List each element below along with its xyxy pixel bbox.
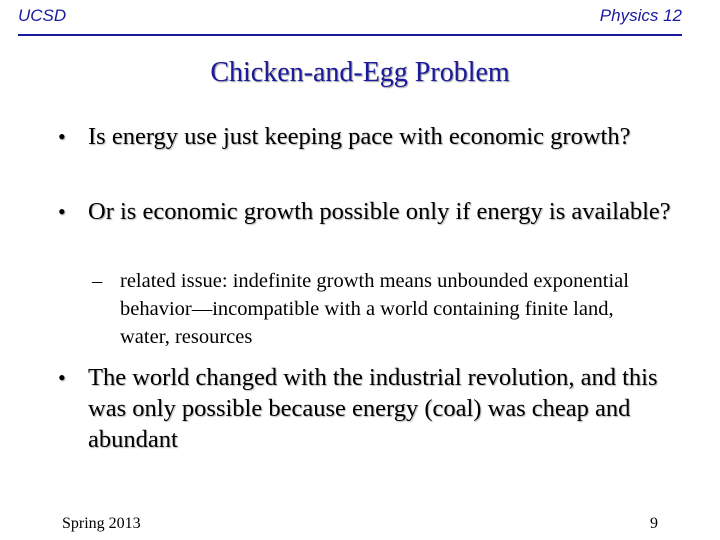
bullet-item bbox=[58, 196, 678, 227]
bullet-dot-icon: • bbox=[58, 365, 66, 390]
sub-bullet-item bbox=[92, 267, 632, 351]
slide-title: Chicken-and-Egg Problem bbox=[210, 57, 510, 88]
bullet-text: Or is economic growth possible only if energy is available? bbox=[88, 198, 671, 225]
dash-icon: – bbox=[92, 270, 103, 292]
page-number: 9 bbox=[650, 515, 658, 532]
sub-bullet-text: related issue: indefinite growth means unbounded exponential behavior—incompatible with a world containing finite land, water, resources bbox=[120, 270, 629, 348]
bullet-dot-icon: • bbox=[58, 199, 66, 224]
bullet-item bbox=[58, 362, 678, 455]
bullet-dot-icon: • bbox=[58, 124, 66, 149]
header-left-label: UCSD bbox=[18, 6, 67, 25]
footer-date: Spring 2013 bbox=[62, 515, 141, 532]
bullet-text: Is energy use just keeping pace with economic growth? bbox=[88, 123, 631, 150]
bullet-item bbox=[58, 121, 678, 152]
bullet-text: The world changed with the industrial revolution, and this was only possible because energy (coal) was cheap and abundant bbox=[88, 364, 658, 453]
header-divider bbox=[18, 34, 682, 36]
header-right-label: Physics 12 bbox=[599, 6, 682, 25]
